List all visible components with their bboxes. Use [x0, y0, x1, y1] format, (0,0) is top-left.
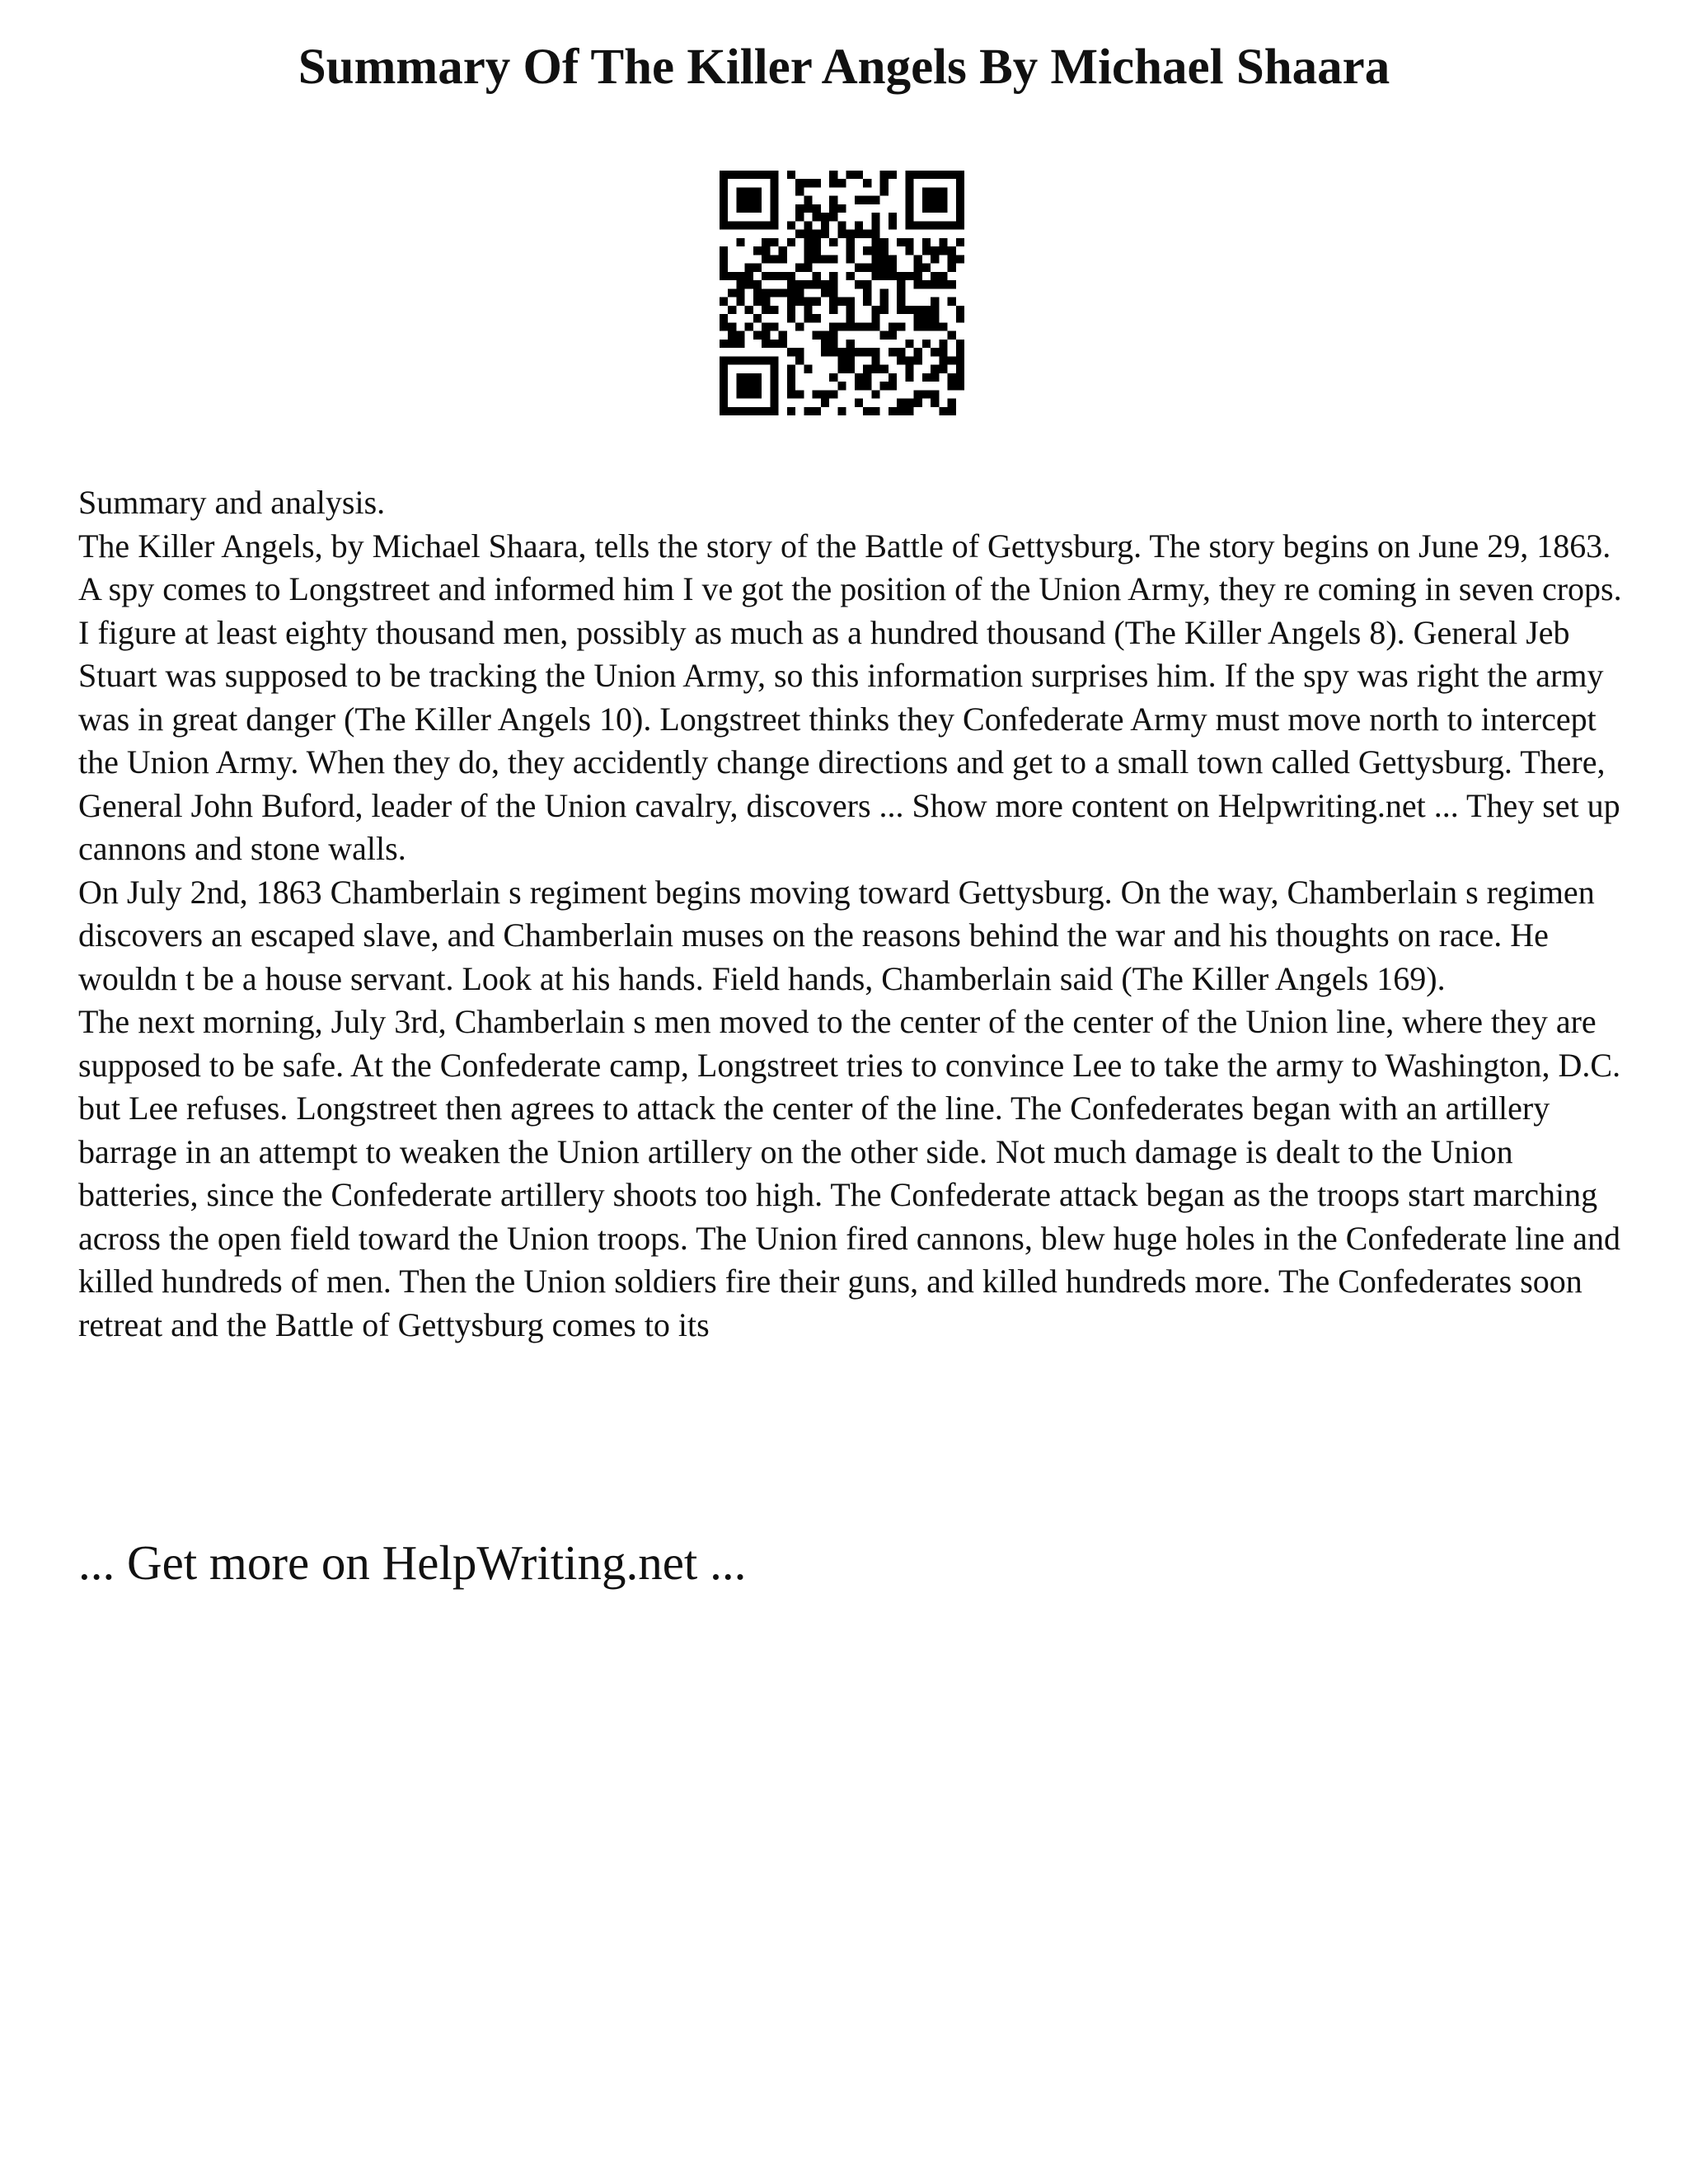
article-body [78, 481, 1628, 1347]
qr-code-icon [720, 171, 964, 415]
page-title: Summary Of The Killer Angels By Michael Shaara [298, 40, 1390, 95]
get-more-link[interactable]: ... Get more on HelpWriting.net ... [78, 1535, 747, 1590]
qr-code-graphic [720, 171, 964, 415]
paragraph-july-2nd: On July 2nd, 1863 Chamberlain s regiment begins moving toward Gettysburg. On the way, Chamberlain s regimen discovers an escaped slave, and Chamberlain muses on the reasons behind the war and his thoughts on race. He wouldn t be a house servant. Look at his hands. Field hands, Chamberlain said (The Killer Angels 169). [78, 873, 1595, 997]
paragraph-summary-heading: Summary and analysis. [78, 484, 386, 521]
paragraph-july-3rd: The next morning, July 3rd, Chamberlain s men moved to the center of the center of the Union line, where they are supposed to be safe. At the Confederate camp, Longstreet tries to convince Lee to take the army to Washington, D.C. but Lee refuses. Longstreet then agrees to attack the center of the line. The Confederates began with an artillery barrage in an attempt to weaken the Union artillery on the other side. Not much damage is dealt to the Union batteries, since the Confederate artillery shoots too high. The Confederate attack began as the troops start marching across the open field toward the Union troops. The Union fired cannons, blew huge holes in the Confederate line and killed hundreds of men. Then the Union soldiers fire their guns, and killed hundreds more. The Confederates soon retreat and the Battle of Gettysburg comes to its [78, 1003, 1621, 1343]
paragraph-intro: The Killer Angels, by Michael Shaara, tells the story of the Battle of Gettysburg. The story begins on June 29, 1863. A spy comes to Longstreet and informed him I ve got the position of the Union Army, they re coming in seven crops. I figure at least eighty thousand men, possibly as much as a hundred thousand (The Killer Angels 8). General Jeb Stuart was supposed to be tracking the Union Army, so this information surprises him. If the spy was right the army was in great danger (The Killer Angels 10). Longstreet thinks they Confederate Army must move north to intercept the Union Army. When they do, they accidently change directions and get to a small town called Gettysburg. There, General John Buford, leader of the Union cavalry, discovers ... Show more content on Helpwriting.net ... They set up cannons and stone walls. [78, 527, 1622, 867]
